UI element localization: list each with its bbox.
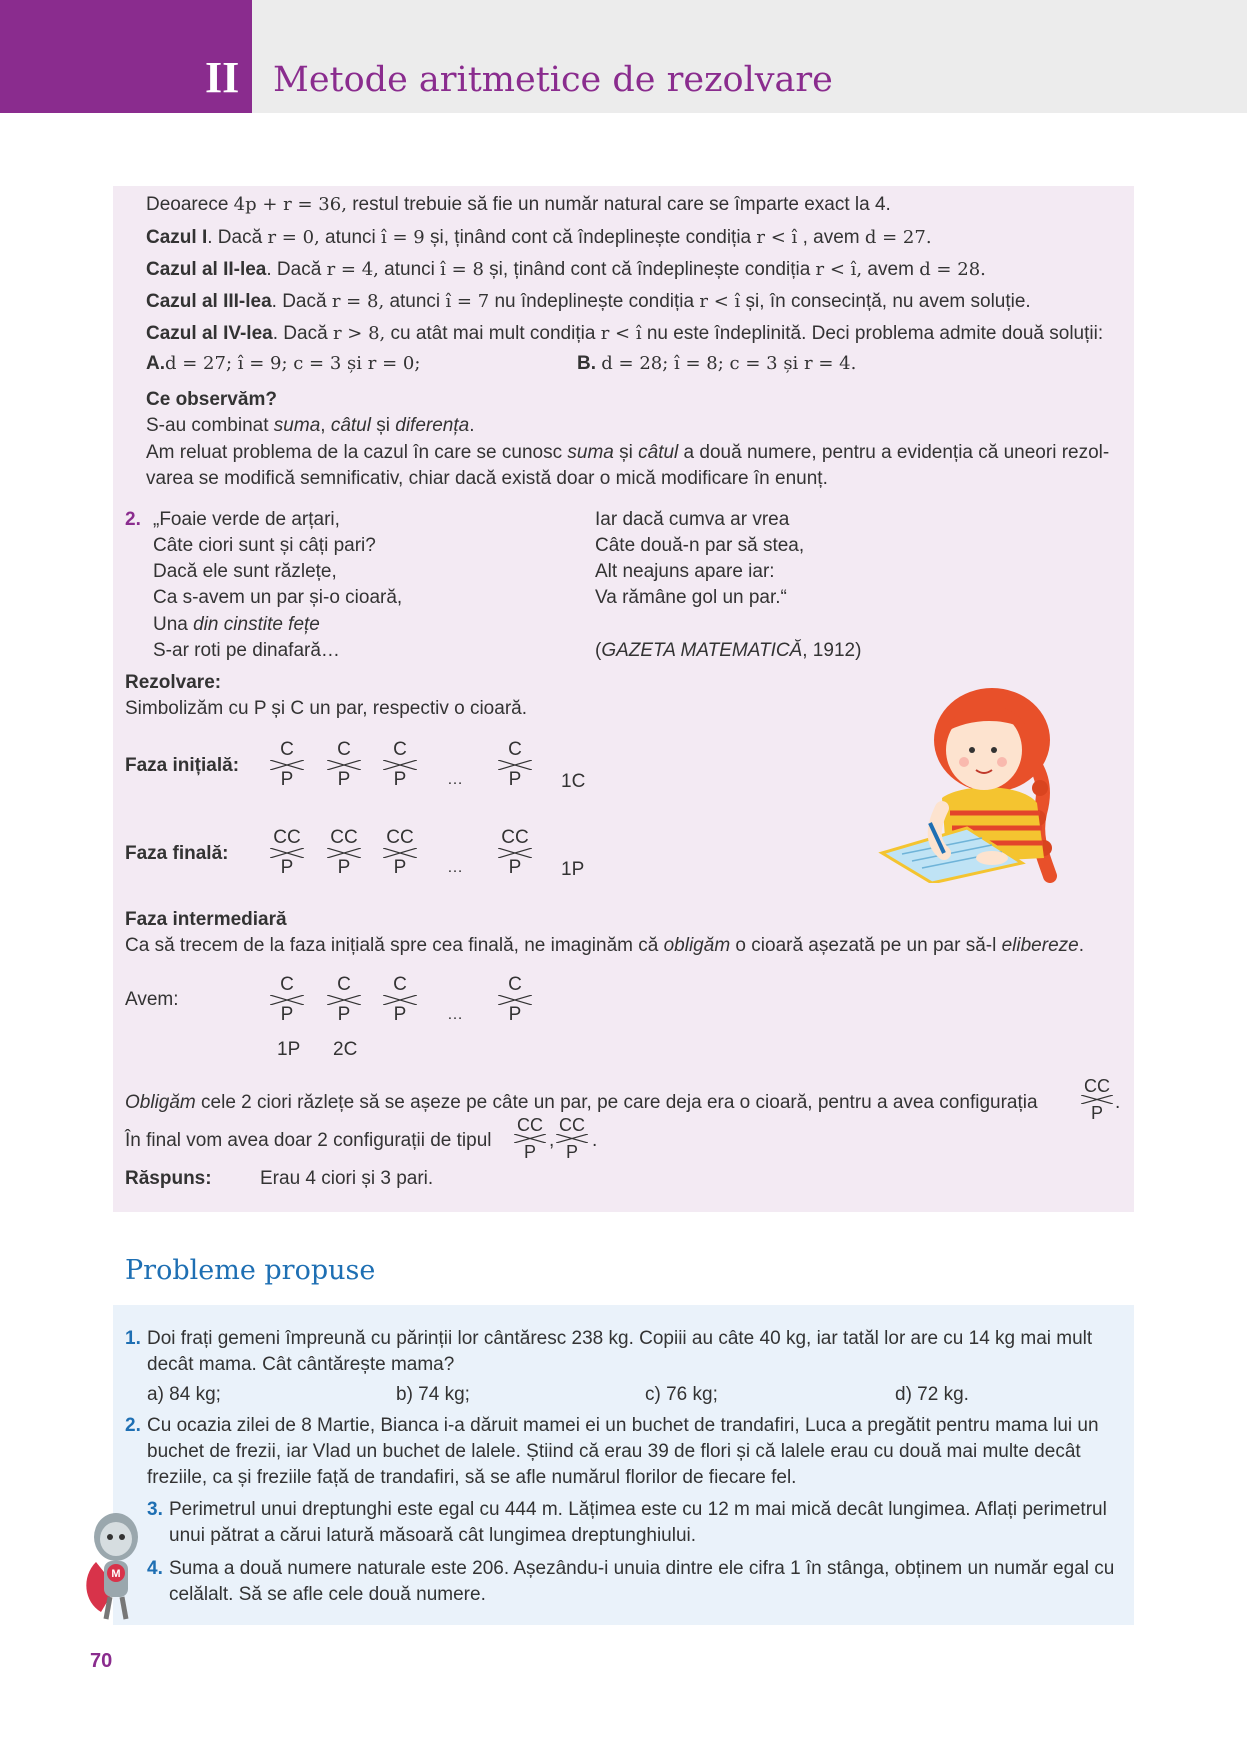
ellipsis: …	[447, 859, 463, 876]
poem-right-line: Alt neajuns apare iar:	[595, 561, 775, 582]
problem-number: 2.	[125, 1415, 141, 1436]
two-crows-on-pole: CC P	[492, 828, 538, 880]
solution-b: B. d = 28; î = 8; c = 3 și r = 4.	[577, 353, 857, 374]
two-crows-on-pole: CC P	[321, 828, 367, 880]
case-4: Cazul al IV-lea. Dacă r > 8, cu atât mai mult condiția r < î nu este îndeplinită. Deci problema admite două soluții:	[146, 323, 1104, 344]
poem-left-line: S-ar roti pe dinafară…	[153, 640, 340, 661]
mascot-letter: M	[111, 1568, 121, 1580]
crow-on-pole: C P	[377, 975, 423, 1027]
phase-mid-label: Faza intermediară	[125, 909, 287, 930]
option: d) 72 kg.	[895, 1384, 969, 1405]
phase-initial-label: Faza inițială:	[125, 755, 240, 776]
poem-left-line: „Foaie verde de arțari,	[153, 509, 340, 530]
crow-on-pole: C P	[492, 975, 538, 1027]
chapter-number: II	[205, 53, 240, 102]
observation-line-1: S-au combinat suma, câtul și diferența.	[146, 415, 475, 436]
two-crows-on-pole: CC P	[377, 828, 423, 880]
solution-title: Rezolvare:	[125, 672, 222, 693]
crow-on-pole: C P	[264, 740, 310, 792]
girl-writing-illustration	[872, 678, 1072, 883]
two-crows-on-pole: CC P	[552, 1116, 592, 1162]
final-text: În final vom avea doar 2 configurații de tipul	[125, 1130, 492, 1151]
problem-3-line: Perimetrul unui dreptunghi este egal cu 444 m. Lățimea este cu 12 m mai mică decât lungimea. Aflați perimetrul	[169, 1499, 1107, 1520]
problem-2-line: buchet de frezii, iar Vlad un buchet de lalele. Știind că erau 39 de flori și că lalele erau cu două mai multe decât	[147, 1441, 1081, 1462]
problem-number: 3.	[147, 1499, 163, 1520]
option: a) 84 kg;	[147, 1384, 221, 1405]
intro-line: Deoarece 4p + r = 36, restul trebuie să fie un număr natural care se împarte exact la 4.	[146, 194, 891, 215]
case-2: Cazul al II-lea. Dacă r = 4, atunci î = 8 și, ținând cont că îndeplinește condiția r < î, avem d = 28.	[146, 259, 986, 280]
poem-left-line: Una din cinstite fețe	[153, 614, 320, 635]
problem-2-line: freziile, ca și freziile față de trandafiri, să se afle numărul florilor de fiecare fel.	[147, 1467, 797, 1488]
observation-line-3: varea se modifică semnificativ, chiar dacă există doar o mică modificare în enunț.	[146, 468, 828, 489]
phase-mid-text: Ca să trecem de la faza inițială spre cea finală, ne imaginăm că obligăm o cioară așezată pe un par să-l elibereze.	[125, 935, 1084, 956]
poem-right-line: Iar dacă cumva ar vrea	[595, 509, 790, 530]
solution-a: A.d = 27; î = 9; c = 3 și r = 0;	[146, 353, 421, 374]
extra-crow: 1C	[561, 771, 586, 792]
problem-number: 1.	[125, 1328, 141, 1349]
poem-left-line: Ca s-avem un par și-o cioară,	[153, 587, 403, 608]
ellipsis: …	[447, 1006, 463, 1023]
extra-pole: 1P	[561, 859, 585, 880]
poem-left-line: Dacă ele sunt răzlețe,	[153, 561, 337, 582]
extra-pole: 1P	[277, 1039, 301, 1060]
case-3: Cazul al III-lea. Dacă r = 8, atunci î = 7 nu îndeplinește condiția r < î și, în consecință, nu avem soluție.	[146, 291, 1031, 312]
extra-crows: 2C	[333, 1039, 358, 1060]
problem-2-number: 2.	[125, 509, 141, 530]
two-crows-on-pole: CC P	[1077, 1077, 1117, 1123]
poem-right-line: Câte două-n par să stea,	[595, 535, 805, 556]
solution-text: Simbolizăm cu P și C un par, respectiv o cioară.	[125, 698, 527, 719]
problem-3-line: unui pătrat a cărui latură măsoară cât lungimea dreptunghiului.	[169, 1525, 697, 1546]
crow-on-pole: C P	[264, 975, 310, 1027]
problem-4-line: celălalt. Să se afle cele două numere.	[169, 1584, 486, 1605]
crow-on-pole: C P	[321, 740, 367, 792]
observations-title: Ce observăm?	[146, 389, 277, 410]
case-1: Cazul I. Dacă r = 0, atunci î = 9 și, ținând cont că îndeplinește condiția r < î , avem d = 27.	[146, 227, 932, 248]
poem-left-line: Câte ciori sunt și câți pari?	[153, 535, 376, 556]
crow-on-pole: C P	[492, 740, 538, 792]
problem-1-line: decât mama. Cât cântărește mama?	[147, 1354, 455, 1375]
problem-1-line: Doi frați gemeni împreună cu părinții lor cântăresc 238 kg. Copiii au câte 40 kg, iar tatăl lor are cu 14 kg mai mult	[147, 1328, 1093, 1349]
poem-right-line: Va rămâne gol un par.“	[595, 587, 787, 608]
option: c) 76 kg;	[645, 1384, 718, 1405]
problem-4-line: Suma a două numere naturale este 206. Așezându-i unuia dintre ele cifra 1 în stânga, obținem un număr egal cu	[169, 1558, 1115, 1579]
option: b) 74 kg;	[396, 1384, 470, 1405]
crow-on-pole: C P	[321, 975, 367, 1027]
page-number: 70	[90, 1650, 113, 1672]
mascot-illustration	[76, 1507, 156, 1627]
answer-label: Răspuns:	[125, 1168, 212, 1189]
ellipsis: …	[447, 771, 463, 788]
two-crows-on-pole: CC P	[510, 1116, 550, 1162]
two-crows-on-pole: CC P	[264, 828, 310, 880]
avem-label: Avem:	[125, 989, 179, 1010]
phase-final-label: Faza finală:	[125, 843, 229, 864]
problem-2-line: Cu ocazia zilei de 8 Martie, Bianca i-a dăruit mamei ei un buchet de trandafiri, Luca a pregătit pentru mama lui un	[147, 1415, 1099, 1436]
answer-text: Erau 4 ciori și 3 pari.	[260, 1168, 434, 1189]
poem-source: (GAZETA MATEMATICĂ, 1912)	[595, 640, 862, 661]
observation-line-2: Am reluat problema de la cazul în care se cunosc suma și câtul a două numere, pentru a evidenția că uneori rezol-	[146, 442, 1110, 463]
problem-number: 4.	[147, 1558, 163, 1579]
chapter-title: Metode aritmetice de rezolvare	[273, 60, 833, 100]
section-title: Probleme propuse	[125, 1255, 376, 1286]
crow-on-pole: C P	[377, 740, 423, 792]
obligam-text: Obligăm cele 2 ciori răzlețe să se așeze pe câte un par, pe care deja era o cioară, pentru a avea configurația	[125, 1092, 1038, 1113]
